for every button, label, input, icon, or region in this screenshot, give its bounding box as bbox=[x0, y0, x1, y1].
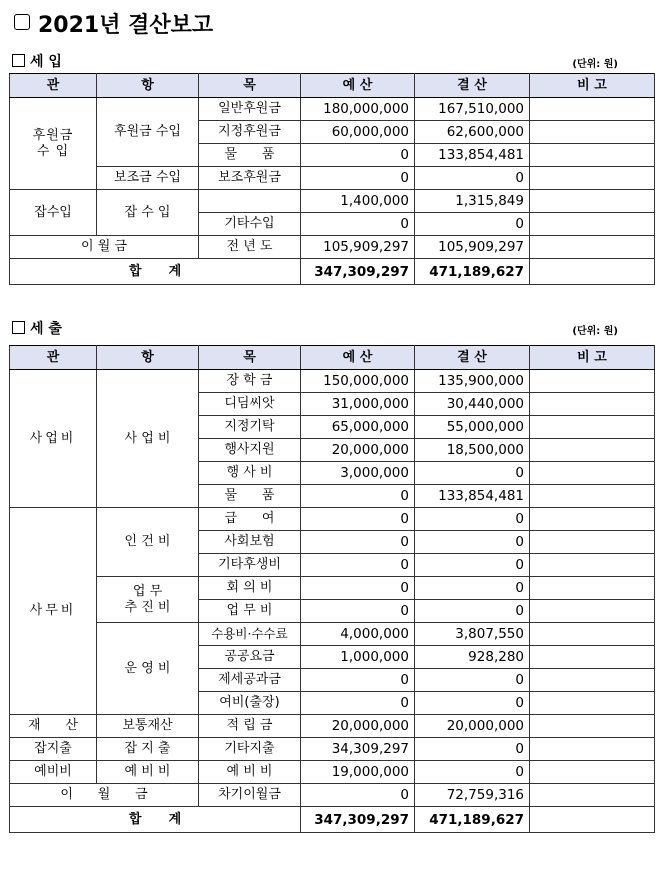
budget-cell: 0 bbox=[301, 600, 415, 623]
settlement-cell: 0 bbox=[415, 167, 530, 190]
mok-cell: 물 품 bbox=[199, 144, 301, 167]
hang-cell: 잡 수 입 bbox=[97, 190, 199, 236]
mok-cell: 디딤씨앗 bbox=[199, 393, 301, 416]
total-row bbox=[10, 259, 655, 285]
budget-cell: 34,309,297 bbox=[301, 738, 415, 761]
hang-cell: 운 영 비 bbox=[97, 623, 199, 715]
budget-cell: 0 bbox=[301, 692, 415, 715]
header-budget: 예 산 bbox=[301, 346, 415, 370]
budget-cell: 31,000,000 bbox=[301, 393, 415, 416]
mok-cell: 차기이월금 bbox=[199, 784, 301, 807]
settlement-cell: 167,510,000 bbox=[415, 98, 530, 121]
mok-cell: 수용비·수수료 bbox=[199, 623, 301, 646]
mok-cell: 회 의 비 bbox=[199, 577, 301, 600]
header-settlement: 결 산 bbox=[415, 346, 530, 370]
budget-cell: 0 bbox=[301, 485, 415, 508]
remarks-cell bbox=[530, 416, 655, 439]
income-unit-label: (단위: 원) bbox=[572, 59, 618, 70]
mok-cell: 급 여 bbox=[199, 508, 301, 531]
gwan-cell: 예비비 bbox=[10, 761, 97, 784]
carryover-label: 이 월 금 bbox=[10, 784, 199, 807]
table-row bbox=[10, 98, 655, 121]
budget-cell: 0 bbox=[301, 508, 415, 531]
settlement-cell: 0 bbox=[415, 692, 530, 715]
checkbox-icon bbox=[14, 14, 30, 30]
total-row bbox=[10, 807, 655, 833]
header-hang: 항 bbox=[97, 74, 199, 98]
mok-cell: 기타지출 bbox=[199, 738, 301, 761]
remarks-cell bbox=[530, 646, 655, 669]
settlement-cell: 62,600,000 bbox=[415, 121, 530, 144]
remarks-cell bbox=[530, 669, 655, 692]
header-hang: 항 bbox=[97, 346, 199, 370]
table-row bbox=[10, 761, 655, 784]
settlement-cell: 55,000,000 bbox=[415, 416, 530, 439]
settlement-cell: 20,000,000 bbox=[415, 715, 530, 738]
mok-cell: 전 년 도 bbox=[199, 236, 301, 259]
hang-cell: 후원금 수입 bbox=[97, 98, 199, 167]
settlement-cell: 1,315,849 bbox=[415, 190, 530, 213]
header-budget: 예 산 bbox=[301, 74, 415, 98]
hang-cell: 사 업 비 bbox=[97, 370, 199, 508]
total-budget: 347,309,297 bbox=[301, 807, 415, 833]
mok-cell: 적 립 금 bbox=[199, 715, 301, 738]
mok-cell: 행 사 비 bbox=[199, 462, 301, 485]
header-gwan: 관 bbox=[10, 346, 97, 370]
budget-cell: 20,000,000 bbox=[301, 715, 415, 738]
header-mok: 목 bbox=[199, 74, 301, 98]
remarks-cell bbox=[530, 531, 655, 554]
remarks-cell bbox=[530, 370, 655, 393]
header-gwan: 관 bbox=[10, 74, 97, 98]
table-row bbox=[10, 370, 655, 393]
remarks-cell bbox=[530, 98, 655, 121]
settlement-cell: 105,909,297 bbox=[415, 236, 530, 259]
table-row bbox=[10, 738, 655, 761]
income-section-title-text: 세 입 bbox=[30, 54, 62, 70]
table-row bbox=[10, 190, 655, 213]
mok-cell: 공공요금 bbox=[199, 646, 301, 669]
settlement-cell: 135,900,000 bbox=[415, 370, 530, 393]
settlement-cell: 0 bbox=[415, 554, 530, 577]
mok-cell: 기타후생비 bbox=[199, 554, 301, 577]
income-table bbox=[9, 73, 655, 285]
hang-cell: 예 비 비 bbox=[97, 761, 199, 784]
remarks-cell bbox=[530, 715, 655, 738]
remarks-cell bbox=[530, 439, 655, 462]
expense-unit-label: (단위: 원) bbox=[572, 326, 618, 337]
budget-cell: 0 bbox=[301, 213, 415, 236]
settlement-cell: 0 bbox=[415, 738, 530, 761]
document-title-text: 2021년 결산보고 bbox=[38, 13, 214, 38]
hang-cell: 업 무 추 진 비 bbox=[97, 577, 199, 623]
remarks-cell bbox=[530, 554, 655, 577]
budget-cell: 4,000,000 bbox=[301, 623, 415, 646]
mok-cell: 지정후원금 bbox=[199, 121, 301, 144]
remarks-cell bbox=[530, 167, 655, 190]
settlement-cell: 0 bbox=[415, 600, 530, 623]
mok-cell: 기타수입 bbox=[199, 213, 301, 236]
budget-cell: 0 bbox=[301, 784, 415, 807]
remarks-cell bbox=[530, 236, 655, 259]
budget-cell: 1,000,000 bbox=[301, 646, 415, 669]
expense-table bbox=[9, 345, 655, 833]
document-title bbox=[14, 8, 213, 39]
settlement-cell: 3,807,550 bbox=[415, 623, 530, 646]
settlement-cell: 30,440,000 bbox=[415, 393, 530, 416]
expense-section-title-text: 세 출 bbox=[30, 321, 62, 337]
table-row bbox=[10, 784, 655, 807]
budget-cell: 0 bbox=[301, 554, 415, 577]
remarks-cell bbox=[530, 807, 655, 833]
settlement-cell: 18,500,000 bbox=[415, 439, 530, 462]
settlement-cell: 0 bbox=[415, 508, 530, 531]
gwan-cell: 잡지출 bbox=[10, 738, 97, 761]
settlement-cell: 72,759,316 bbox=[415, 784, 530, 807]
budget-cell: 0 bbox=[301, 577, 415, 600]
gwan-cell: 잡수입 bbox=[10, 190, 97, 236]
settlement-cell: 0 bbox=[415, 577, 530, 600]
remarks-cell bbox=[530, 692, 655, 715]
table-row bbox=[10, 236, 655, 259]
settlement-cell: 0 bbox=[415, 462, 530, 485]
budget-cell: 65,000,000 bbox=[301, 416, 415, 439]
budget-cell: 0 bbox=[301, 531, 415, 554]
mok-cell: 예 비 비 bbox=[199, 761, 301, 784]
remarks-cell bbox=[530, 600, 655, 623]
gwan-cell: 후원금 수 입 bbox=[10, 98, 97, 190]
header-mok: 목 bbox=[199, 346, 301, 370]
settlement-cell: 0 bbox=[415, 669, 530, 692]
carryover-label: 이 월 금 bbox=[10, 236, 199, 259]
budget-cell: 1,400,000 bbox=[301, 190, 415, 213]
gwan-cell: 사업비 bbox=[10, 370, 97, 508]
square-icon bbox=[12, 54, 25, 67]
budget-cell: 0 bbox=[301, 167, 415, 190]
mok-cell: 장 학 금 bbox=[199, 370, 301, 393]
settlement-cell: 0 bbox=[415, 213, 530, 236]
budget-cell: 60,000,000 bbox=[301, 121, 415, 144]
remarks-cell bbox=[530, 623, 655, 646]
total-budget: 347,309,297 bbox=[301, 259, 415, 285]
table-row bbox=[10, 577, 655, 600]
mok-cell: 보조후원금 bbox=[199, 167, 301, 190]
hang-cell: 잡 지 출 bbox=[97, 738, 199, 761]
header-remarks: 비 고 bbox=[530, 74, 655, 98]
table-row bbox=[10, 508, 655, 531]
mok-cell: 제세공과금 bbox=[199, 669, 301, 692]
budget-cell: 19,000,000 bbox=[301, 761, 415, 784]
mok-cell: 행사지원 bbox=[199, 439, 301, 462]
remarks-cell bbox=[530, 738, 655, 761]
remarks-cell bbox=[530, 462, 655, 485]
settlement-cell: 133,854,481 bbox=[415, 485, 530, 508]
total-label: 합 계 bbox=[10, 259, 301, 285]
remarks-cell bbox=[530, 213, 655, 236]
mok-cell: 사회보험 bbox=[199, 531, 301, 554]
budget-cell: 3,000,000 bbox=[301, 462, 415, 485]
hang-cell: 보통재산 bbox=[97, 715, 199, 738]
budget-cell: 105,909,297 bbox=[301, 236, 415, 259]
gwan-cell: 사무비 bbox=[10, 508, 97, 715]
gwan-cell: 재 산 bbox=[10, 715, 97, 738]
mok-cell: 여비(출장) bbox=[199, 692, 301, 715]
income-section-title bbox=[12, 51, 62, 71]
budget-cell: 0 bbox=[301, 669, 415, 692]
settlement-cell: 0 bbox=[415, 531, 530, 554]
square-icon bbox=[12, 321, 25, 334]
header-settlement: 결 산 bbox=[415, 74, 530, 98]
mok-cell: 일반후원금 bbox=[199, 98, 301, 121]
remarks-cell bbox=[530, 393, 655, 416]
budget-cell: 150,000,000 bbox=[301, 370, 415, 393]
budget-cell: 20,000,000 bbox=[301, 439, 415, 462]
remarks-cell bbox=[530, 190, 655, 213]
remarks-cell bbox=[530, 508, 655, 531]
remarks-cell bbox=[530, 784, 655, 807]
budget-cell: 0 bbox=[301, 144, 415, 167]
remarks-cell bbox=[530, 577, 655, 600]
remarks-cell bbox=[530, 259, 655, 285]
remarks-cell bbox=[530, 144, 655, 167]
mok-cell: 물 품 bbox=[199, 485, 301, 508]
expense-section-title bbox=[12, 318, 62, 338]
hang-cell: 보조금 수입 bbox=[97, 167, 199, 190]
mok-cell bbox=[199, 190, 301, 213]
remarks-cell bbox=[530, 761, 655, 784]
table-header-row bbox=[10, 346, 655, 370]
settlement-cell: 928,280 bbox=[415, 646, 530, 669]
table-header-row bbox=[10, 74, 655, 98]
settlement-cell: 0 bbox=[415, 761, 530, 784]
table-row bbox=[10, 167, 655, 190]
table-row bbox=[10, 715, 655, 738]
total-settlement: 471,189,627 bbox=[415, 259, 530, 285]
table-row bbox=[10, 623, 655, 646]
settlement-cell: 133,854,481 bbox=[415, 144, 530, 167]
hang-cell: 인 건 비 bbox=[97, 508, 199, 577]
mok-cell: 지정기탁 bbox=[199, 416, 301, 439]
total-label: 합 계 bbox=[10, 807, 301, 833]
total-settlement: 471,189,627 bbox=[415, 807, 530, 833]
header-remarks: 비 고 bbox=[530, 346, 655, 370]
remarks-cell bbox=[530, 121, 655, 144]
budget-cell: 180,000,000 bbox=[301, 98, 415, 121]
mok-cell: 업 무 비 bbox=[199, 600, 301, 623]
remarks-cell bbox=[530, 485, 655, 508]
